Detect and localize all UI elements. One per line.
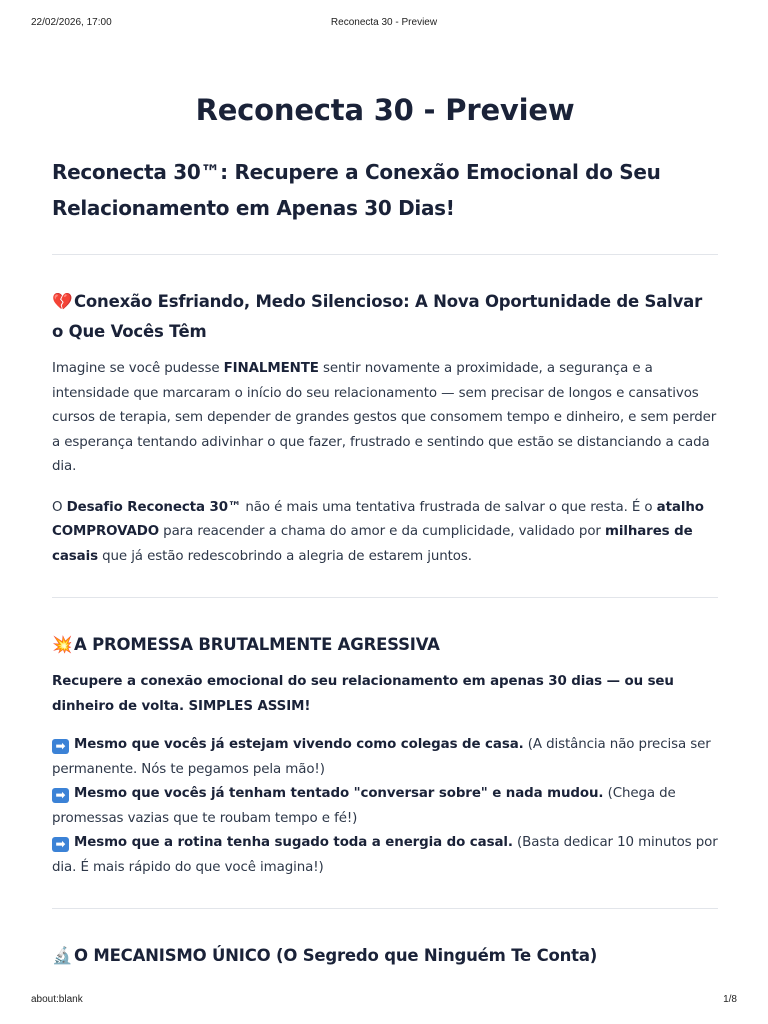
section-divider xyxy=(52,254,718,255)
list-item-bold: Mesmo que a rotina tenha sugado toda a energia do casal. xyxy=(74,835,513,850)
print-url: about:blank xyxy=(31,994,83,1005)
main-heading-line1: Reconecta 30™: Recupere a Conexão Emocional do Seu xyxy=(52,160,661,184)
broken-heart-icon: 💔 xyxy=(52,292,73,311)
promise-text: Recupere a conexão emocional do seu relacionamento em apenas 30 dias — ou seu dinheiro de volta. SIMPLES ASSIM! xyxy=(52,674,674,714)
paragraph-desafio xyxy=(52,496,718,570)
list-item-bold: Mesmo que vocês já tenham tentado "conversar sobre" e nada mudou. xyxy=(74,786,604,801)
section-heading-promessa xyxy=(52,630,718,660)
section-heading-mecanismo xyxy=(52,941,718,971)
print-header xyxy=(0,17,768,31)
paragraph-text: O xyxy=(52,499,67,515)
paragraph-text: para reacender a chama do amor e da cumplicidade, validado por xyxy=(159,524,605,539)
section-conexao xyxy=(52,287,718,569)
print-page-title: Reconecta 30 - Preview xyxy=(330,17,438,28)
list-item-bold: Mesmo que vocês já estejam vivendo como colegas de casa. xyxy=(74,737,524,752)
main-heading-line2: Relacionamento em Apenas 30 Dias! xyxy=(52,196,455,220)
section-heading-conexao-line1: Conexão Esfriando, Medo Silencioso: A Nova Oportunidade de Salvar xyxy=(74,292,703,311)
arrow-list xyxy=(52,733,718,880)
right-arrow-icon: ➡ xyxy=(52,837,69,852)
right-arrow-icon: ➡ xyxy=(52,788,69,803)
paragraph-text: não é mais uma tentativa frustrada de salvar o que resta. É o xyxy=(241,499,657,515)
section-divider xyxy=(52,597,718,598)
print-footer xyxy=(0,994,768,1008)
paragraph-text: sentir novamente a proximidade, a segurança e a intensidade que marcaram o início do seu relacionamento — sem precisar de longos e cansativos cursos de terapia, sem depender de grandes gestos que consomem tempo e dinheiro, e sem perder a esperança tentando adivinhar o que fazer, frustrado e sentindo que estão se distanciando a cada dia. xyxy=(52,361,717,474)
document-content xyxy=(52,86,718,971)
list-item-text: (Chega de promessas vazias que te roubam tempo e fé!) xyxy=(52,786,676,826)
section-heading-promessa-text: A PROMESSA BRUTALMENTE AGRESSIVA xyxy=(74,635,440,654)
promise-paragraph xyxy=(52,670,718,719)
right-arrow-icon: ➡ xyxy=(52,739,69,754)
list-item-text: (Basta dedicar 10 minutos por dia. É mais rápido do que você imagina!) xyxy=(52,835,718,875)
collision-icon: 💥 xyxy=(52,635,73,654)
document-title: Reconecta 30 - Preview xyxy=(195,93,575,127)
print-datetime: 22/02/2026, 17:00 xyxy=(31,17,112,28)
emphasis-text: atalho COMPROVADO xyxy=(52,499,704,539)
main-heading xyxy=(52,154,718,226)
page-counter: 1/8 xyxy=(723,994,737,1005)
emphasis-text: Desafio Reconecta 30™ xyxy=(66,499,242,515)
microscope-icon: 🔬 xyxy=(52,946,73,965)
emphasis-text: milhares de casais xyxy=(52,524,693,564)
section-heading-conexao xyxy=(52,287,718,347)
section-heading-mecanismo-text: O MECANISMO ÚNICO (O Segredo que Ninguém Te Conta) xyxy=(74,946,598,965)
paragraph-text: que já estão redescobrindo a alegria de estarem juntos. xyxy=(97,548,472,564)
section-promessa xyxy=(52,630,718,880)
paragraph-text: Imagine se você pudesse xyxy=(52,361,224,376)
paragraph-imagine xyxy=(52,357,718,480)
section-heading-conexao-line2: o Que Vocês Têm xyxy=(52,322,207,341)
list-item xyxy=(52,831,718,880)
list-item-text: (A distância não precisa ser permanente. Nós te pegamos pela mão!) xyxy=(52,737,711,777)
list-item xyxy=(52,733,718,782)
emphasis-text: FINALMENTE xyxy=(223,361,319,376)
section-divider xyxy=(52,908,718,909)
list-item xyxy=(52,782,718,831)
section-mecanismo xyxy=(52,941,718,971)
